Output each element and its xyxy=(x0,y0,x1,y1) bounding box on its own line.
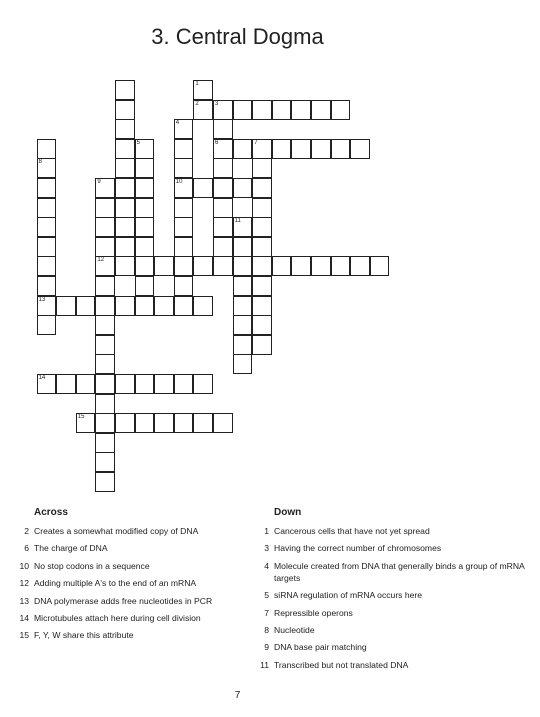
clue-number: 1 xyxy=(195,81,199,87)
crossword-cell[interactable] xyxy=(37,198,57,218)
crossword-cell[interactable] xyxy=(311,256,331,276)
down-clues xyxy=(252,507,532,676)
crossword-cell[interactable] xyxy=(252,100,272,120)
crossword-cell[interactable] xyxy=(174,158,194,178)
across-clue xyxy=(12,560,252,572)
crossword-cell[interactable] xyxy=(193,100,213,120)
clue-number: 12 xyxy=(97,257,105,264)
clue-number: 1 xyxy=(264,526,269,536)
clue-number: 6 xyxy=(24,543,29,554)
crossword-cell[interactable] xyxy=(174,413,194,433)
crossword-cell[interactable] xyxy=(56,374,76,394)
clue-text: The charge of DNA xyxy=(34,543,108,554)
crossword-cell[interactable] xyxy=(115,237,135,257)
clue-text: Repressible operons xyxy=(274,607,353,618)
clue-number: 11 xyxy=(260,659,269,670)
crossword-cell[interactable] xyxy=(95,413,115,433)
crossword-cell[interactable] xyxy=(252,139,272,159)
crossword-cell[interactable] xyxy=(37,374,57,394)
crossword-cell[interactable] xyxy=(252,178,272,198)
clue-number: 5 xyxy=(264,590,269,601)
crossword-cell[interactable] xyxy=(115,100,135,120)
crossword-cell[interactable] xyxy=(193,374,213,394)
crossword-cell[interactable] xyxy=(213,158,233,178)
crossword-cell[interactable] xyxy=(135,237,155,257)
clue-number: 7 xyxy=(254,139,258,146)
crossword-cell[interactable] xyxy=(95,256,115,276)
crossword-cell[interactable] xyxy=(174,139,194,159)
down-clue xyxy=(252,560,532,584)
crossword-cell[interactable] xyxy=(115,139,135,159)
crossword-cell[interactable] xyxy=(233,276,253,296)
crossword-cell[interactable] xyxy=(193,296,213,316)
crossword-cell[interactable] xyxy=(135,374,155,394)
crossword-cell[interactable] xyxy=(95,354,115,374)
crossword-cell[interactable] xyxy=(213,198,233,218)
crossword-cell[interactable] xyxy=(37,315,57,335)
clue-text: DNA base pair matching xyxy=(274,642,367,653)
clue-number: 2 xyxy=(195,100,199,107)
crossword-cell[interactable] xyxy=(95,237,115,257)
crossword-cell[interactable] xyxy=(213,178,233,198)
crossword-cell[interactable] xyxy=(174,276,194,296)
crossword-cell[interactable] xyxy=(115,374,135,394)
crossword-cell[interactable] xyxy=(291,100,311,120)
crossword-cell[interactable] xyxy=(135,139,155,159)
across-clue xyxy=(12,542,252,554)
crossword-cell[interactable] xyxy=(233,100,253,120)
page-title: 3. Central Dogma xyxy=(151,24,324,49)
crossword-cell[interactable] xyxy=(174,217,194,237)
crossword-cell[interactable] xyxy=(213,413,233,433)
clue-text: Microtubules attach here during cell division xyxy=(34,612,201,623)
crossword-cell[interactable] xyxy=(233,354,253,374)
crossword-cell[interactable] xyxy=(154,374,174,394)
crossword-cell[interactable] xyxy=(37,237,57,257)
crossword-cell[interactable] xyxy=(252,158,272,178)
crossword-cell[interactable] xyxy=(174,296,194,316)
crossword-cell[interactable] xyxy=(213,139,233,159)
crossword-cell[interactable] xyxy=(311,100,331,120)
down-clue xyxy=(252,624,532,636)
crossword-cell[interactable] xyxy=(37,276,57,296)
crossword-cell[interactable] xyxy=(252,237,272,257)
crossword-cell[interactable] xyxy=(37,139,57,159)
crossword-cell[interactable] xyxy=(95,433,115,453)
crossword-cell[interactable] xyxy=(115,178,135,198)
crossword-cell[interactable] xyxy=(193,178,213,198)
crossword-cell[interactable] xyxy=(174,237,194,257)
crossword-cell[interactable] xyxy=(174,256,194,276)
clue-text: Transcribed but not translated DNA xyxy=(274,659,409,670)
crossword-cell[interactable] xyxy=(233,237,253,257)
crossword-cell[interactable] xyxy=(233,178,253,198)
clue-number: 14 xyxy=(19,612,29,623)
clue-text: DNA polymerase adds free nucleotides in PCR xyxy=(34,595,213,606)
crossword-cell[interactable] xyxy=(291,256,311,276)
clue-text: Molecule created from DNA that generally binds a group of mRNA targets xyxy=(274,560,525,583)
crossword-cell[interactable] xyxy=(115,119,135,139)
crossword-cell[interactable] xyxy=(252,335,272,355)
crossword-cell[interactable] xyxy=(252,276,272,296)
clue-number: 8 xyxy=(264,624,269,635)
crossword-cell[interactable] xyxy=(252,296,272,316)
crossword-cell[interactable] xyxy=(213,119,233,139)
crossword-cell[interactable] xyxy=(213,256,233,276)
crossword-cell[interactable] xyxy=(95,217,115,237)
crossword-cell[interactable] xyxy=(252,217,272,237)
across-heading: Across xyxy=(34,507,68,518)
clue-number: 10 xyxy=(175,179,183,185)
across-clue xyxy=(12,525,252,537)
crossword-cell[interactable] xyxy=(272,100,292,120)
crossword-cell[interactable] xyxy=(233,335,253,355)
crossword-cell[interactable] xyxy=(135,296,155,316)
crossword-cell[interactable] xyxy=(115,80,135,100)
clue-text: No stop codons in a sequence xyxy=(34,560,150,571)
across-clue xyxy=(12,577,252,589)
crossword-cell[interactable] xyxy=(135,217,155,237)
clue-number: 13 xyxy=(19,595,29,606)
clue-number: 7 xyxy=(264,607,269,618)
crossword-cell[interactable] xyxy=(95,452,115,472)
clue-text: Creates a somewhat modified copy of DNA xyxy=(34,526,199,536)
crossword-cell[interactable] xyxy=(37,256,57,276)
crossword-cell[interactable] xyxy=(193,256,213,276)
crossword-cell[interactable] xyxy=(154,256,174,276)
clue-text: Cancerous cells that have not yet spread xyxy=(274,526,430,536)
crossword-cell[interactable] xyxy=(370,256,390,276)
crossword-cell[interactable] xyxy=(95,394,115,414)
crossword-cell[interactable] xyxy=(174,198,194,218)
clue-number: 2 xyxy=(24,526,29,536)
clue-number: 13 xyxy=(38,296,46,303)
crossword-cell[interactable] xyxy=(115,296,135,316)
crossword-cell[interactable] xyxy=(350,139,370,159)
crossword-cell[interactable] xyxy=(350,256,370,276)
down-clue xyxy=(252,542,532,554)
crossword-cell[interactable] xyxy=(213,217,233,237)
down-clue xyxy=(252,589,532,601)
crossword-cell[interactable] xyxy=(37,296,57,316)
crossword-cell[interactable] xyxy=(213,237,233,257)
crossword-cell[interactable] xyxy=(95,374,115,394)
clue-number: 12 xyxy=(19,578,29,589)
crossword-cell[interactable] xyxy=(95,335,115,355)
crossword-cell[interactable] xyxy=(115,158,135,178)
across-clues xyxy=(12,507,252,647)
clue-text: siRNA regulation of mRNA occurs here xyxy=(274,590,423,601)
crossword-cell[interactable] xyxy=(135,276,155,296)
crossword-cell[interactable] xyxy=(331,139,351,159)
clue-number: 14 xyxy=(38,375,46,381)
crossword-cell[interactable] xyxy=(233,256,253,276)
crossword-cell[interactable] xyxy=(331,256,351,276)
clue-number: 10 xyxy=(19,560,29,571)
crossword-cell[interactable] xyxy=(135,198,155,218)
crossword-cell[interactable] xyxy=(193,80,213,100)
clue-number: 8 xyxy=(38,159,42,166)
crossword-cell[interactable] xyxy=(174,178,194,198)
crossword-cell[interactable] xyxy=(95,198,115,218)
crossword-cell[interactable] xyxy=(95,472,115,492)
crossword-cell[interactable] xyxy=(115,413,135,433)
clue-number: 9 xyxy=(97,179,101,185)
clue-number: 3 xyxy=(215,100,219,107)
crossword-cell[interactable] xyxy=(135,256,155,276)
clue-text: Adding multiple A's to the end of an mRNA xyxy=(34,578,197,589)
crossword-cell[interactable] xyxy=(135,413,155,433)
crossword-cell[interactable] xyxy=(76,296,96,316)
clue-number: 4 xyxy=(264,560,269,571)
crossword-cell[interactable] xyxy=(154,296,174,316)
clue-number: 15 xyxy=(19,630,29,641)
crossword-cell[interactable] xyxy=(252,256,272,276)
crossword-cell[interactable] xyxy=(95,178,115,198)
across-clue xyxy=(12,629,252,641)
across-clue xyxy=(12,595,252,607)
clue-number: 11 xyxy=(234,218,241,225)
clue-text: F, Y, W share this attribute xyxy=(34,630,134,641)
crossword-cell[interactable] xyxy=(311,139,331,159)
down-clue xyxy=(252,607,532,619)
crossword-cell[interactable] xyxy=(193,413,213,433)
page-number: 7 xyxy=(234,690,241,701)
crossword-cell[interactable] xyxy=(252,315,272,335)
crossword-cell[interactable] xyxy=(272,139,292,159)
down-clue xyxy=(252,525,532,537)
crossword-cell[interactable] xyxy=(213,100,233,120)
down-heading: Down xyxy=(274,507,302,518)
crossword-cell[interactable] xyxy=(95,315,115,335)
crossword-cell[interactable] xyxy=(115,256,135,276)
crossword-cell[interactable] xyxy=(56,296,76,316)
crossword-cell[interactable] xyxy=(272,256,292,276)
across-clue xyxy=(12,612,252,624)
crossword-cell[interactable] xyxy=(37,158,57,178)
crossword-cell[interactable] xyxy=(233,217,253,237)
crossword-cell[interactable] xyxy=(331,100,351,120)
crossword-cell[interactable] xyxy=(291,139,311,159)
clue-number: 6 xyxy=(215,139,219,146)
clue-number: 3 xyxy=(264,543,269,554)
down-clue xyxy=(252,659,532,671)
clue-number: 15 xyxy=(77,414,85,421)
down-clue xyxy=(252,641,532,653)
clue-number: 4 xyxy=(175,120,180,127)
clue-text: Having the correct number of chromosomes xyxy=(274,543,442,554)
crossword-cell[interactable] xyxy=(233,139,253,159)
crossword-cell[interactable] xyxy=(37,217,57,237)
crossword-cell[interactable] xyxy=(76,374,96,394)
crossword-cell[interactable] xyxy=(233,296,253,316)
crossword-cell[interactable] xyxy=(154,413,174,433)
clue-number: 9 xyxy=(264,642,269,653)
crossword-cell[interactable] xyxy=(135,178,155,198)
crossword-cell[interactable] xyxy=(174,374,194,394)
clue-number: 5 xyxy=(136,139,140,146)
crossword-cell[interactable] xyxy=(174,119,194,139)
crossword-cell[interactable] xyxy=(95,276,115,296)
crossword-cell[interactable] xyxy=(135,158,155,178)
clue-text: Nucleotide xyxy=(274,624,315,635)
crossword-cell[interactable] xyxy=(115,217,135,237)
crossword-cell[interactable] xyxy=(37,178,57,198)
crossword-cell[interactable] xyxy=(115,198,135,218)
crossword-cell[interactable] xyxy=(76,413,96,433)
crossword-cell[interactable] xyxy=(233,315,253,335)
crossword-cell[interactable] xyxy=(95,296,115,316)
crossword-cell[interactable] xyxy=(252,198,272,218)
